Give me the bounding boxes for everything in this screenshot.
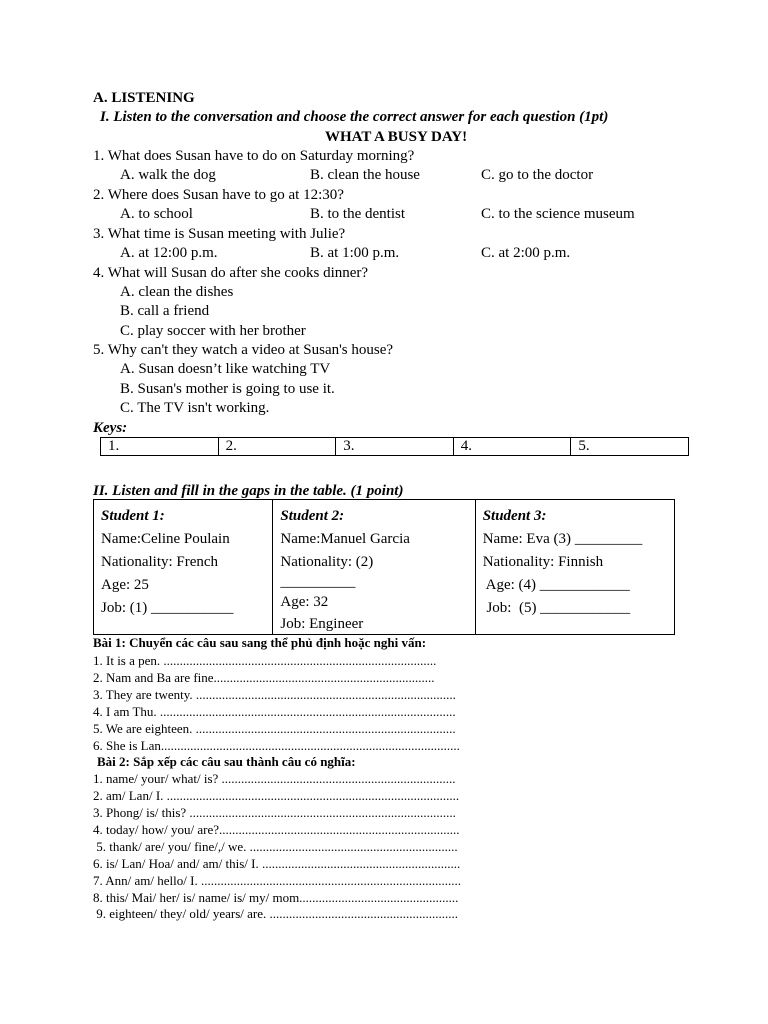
student-1-nationality: Nationality: French [101, 554, 219, 570]
q5-option-a: A. Susan doesn’t like watching TV [120, 361, 331, 377]
exercise-2-item: 3. Phong/ is/ this? .................................................................................. [93, 805, 456, 820]
student-3-column [476, 500, 674, 634]
q1-option-a: A. walk the dog [120, 167, 216, 183]
question-4: 4. What will Susan do after she cooks dinner? [93, 265, 369, 281]
student-1-heading: Student 1: [101, 508, 165, 524]
student-3-heading: Student 3: [482, 508, 547, 524]
key-cell-4[interactable]: 4. [454, 438, 572, 455]
student-3-job[interactable]: Job: (5) ____________ [482, 600, 631, 616]
student-3-nationality: Nationality: Finnish [482, 554, 604, 570]
question-5: 5. Why can't they watch a video at Susan's house? [93, 342, 394, 358]
q1-option-b: B. clean the house [310, 167, 420, 183]
exercise-1-item: 1. It is a pen. .................................................................................... [93, 653, 437, 668]
q3-option-a: A. at 12:00 p.m. [120, 245, 218, 261]
key-cell-2[interactable]: 2. [219, 438, 337, 455]
student-2-nationality: Nationality: (2) [280, 554, 374, 570]
students-table [93, 499, 675, 635]
q5-option-b: B. Susan's mother is going to use it. [120, 381, 335, 397]
q2-option-c: C. to the science museum [481, 206, 635, 222]
student-1-age: Age: 25 [101, 577, 149, 593]
part2-instruction: II. Listen and fill in the gaps in the table. (1 point) [93, 483, 404, 499]
student-1-column [94, 500, 273, 634]
exercise-2-item: 8. this/ Mai/ her/ is/ name/ is/ my/ mom................................................. [93, 890, 459, 905]
student-2-nationality-blank[interactable]: __________ [280, 574, 356, 590]
keys-label: Keys: [93, 420, 128, 436]
q4-option-c: C. play soccer with her brother [120, 323, 306, 339]
student-3-age[interactable]: Age: (4) ____________ [482, 577, 630, 593]
question-3: 3. What time is Susan meeting with Julie? [93, 226, 346, 242]
student-2-column [273, 500, 475, 634]
q4-option-a: A. clean the dishes [120, 284, 234, 300]
question-1: 1. What does Susan have to do on Saturday morning? [93, 148, 415, 164]
exercise-2-item: 6. is/ Lan/ Hoa/ and/ am/ this/ I. ............................................................. [93, 856, 461, 871]
part1-instruction: I. Listen to the conversation and choose the correct answer for each question (1pt) [100, 109, 609, 125]
key-cell-5[interactable]: 5. [578, 438, 590, 454]
section-heading: A. LISTENING [93, 90, 195, 106]
q4-option-b: B. call a friend [120, 303, 210, 319]
exercise-2-item: 5. thank/ are/ you/ fine/,/ we. ................................................................ [93, 839, 458, 854]
exercise-2-item: 2. am/ Lan/ I. .......................................................................................... [93, 788, 460, 803]
student-2-job: Job: Engineer [280, 616, 364, 632]
exercise-2-item: 1. name/ your/ what/ is? ........................................................................ [93, 771, 456, 786]
student-2-age: Age: 32 [280, 594, 329, 610]
student-1-name: Name:Celine Poulain [101, 531, 230, 547]
exercise-2-item: 7. Ann/ am/ hello/ I. ................................................................................ [93, 873, 461, 888]
exercise-2-item: 9. eighteen/ they/ old/ years/ are. .......................................................... [93, 906, 459, 921]
exercise-1-title: Bài 1: Chuyển các câu sau sang thể phủ định hoặc nghi vấn: [93, 635, 427, 650]
exercise-1-item: 6. She is Lan............................................................................................ [93, 738, 460, 753]
exercise-2-title: Bài 2: Sắp xếp các câu sau thành câu có nghĩa: [97, 754, 356, 769]
q2-option-b: B. to the dentist [310, 206, 405, 222]
q3-option-b: B. at 1:00 p.m. [310, 245, 400, 261]
exercise-1-item: 2. Nam and Ba are fine.................................................................... [93, 670, 435, 685]
q2-option-a: A. to school [120, 206, 193, 222]
q3-option-c: C. at 2:00 p.m. [481, 245, 571, 261]
student-3-name[interactable]: Name: Eva (3) _________ [482, 531, 643, 547]
exercise-1-item: 5. We are eighteen. ................................................................................ [93, 721, 456, 736]
student-1-job[interactable]: Job: (1) ___________ [101, 600, 234, 616]
exercise-1-item: 3. They are twenty. ................................................................................ [93, 687, 456, 702]
key-cell-1[interactable]: 1. [101, 438, 219, 455]
keys-table [100, 437, 689, 456]
key-cell-3[interactable]: 3. [336, 438, 454, 455]
student-2-heading: Student 2: [280, 508, 345, 524]
q1-option-c: C. go to the doctor [481, 167, 594, 183]
question-2: 2. Where does Susan have to go at 12:30? [93, 187, 344, 203]
part1-title: WHAT A BUSY DAY! [325, 129, 468, 145]
q5-option-c: C. The TV isn't working. [120, 400, 270, 416]
student-2-name: Name:Manuel Garcia [280, 531, 410, 547]
exercise-1-item: 4. I am Thu. ........................................................................................... [93, 704, 456, 719]
exercise-2-item: 4. today/ how/ you/ are?.......................................................................... [93, 822, 460, 837]
